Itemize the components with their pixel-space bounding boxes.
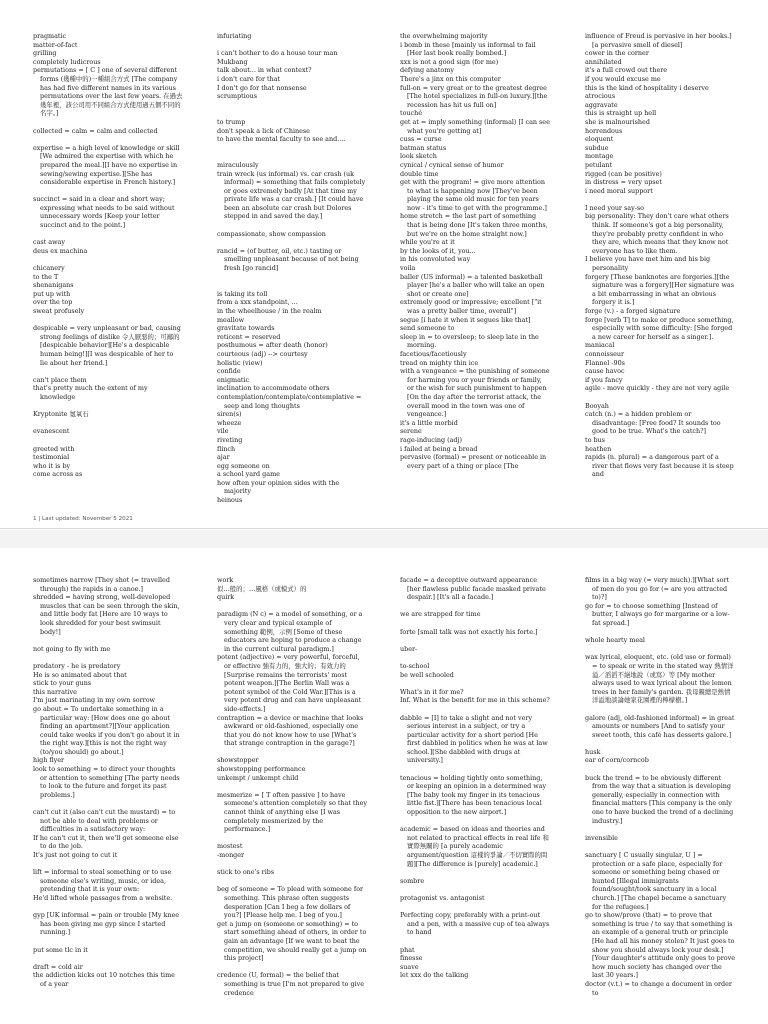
vocab-entry: sweat profusely <box>33 307 85 315</box>
page-number: 1 <box>33 516 37 522</box>
vocab-entry: i failed at being a bread <box>400 444 478 453</box>
vocab-entry: put up with <box>33 289 71 298</box>
vocab-entry: potent (adjective) = very powerful, forceful, or effective 強有力的，強大的；有效力的 [Surprise remains the terrorists' most potent weapon.][The Berlin Wall was a potent symbol of the Cold War.][This is a very potent drug and can have unpleasant side-effects.] <box>217 653 364 713</box>
vocab-entry: He'd lifted whole passages from a website. <box>33 893 173 902</box>
vocab-entry: by the looks of it, you... <box>400 246 476 255</box>
vocab-entry: montage <box>585 152 614 161</box>
vocab-entry: heinous <box>217 496 243 505</box>
page2-column-3 <box>400 576 550 980</box>
vocab-entry: permutations = [ C ] one of several different forms (幾種中的)一種組合方式 [The company has had five different names in its various permutations over the last few years. 在過去幾年裡，該公司用不同組合方式使用過五個不同的名字。] <box>33 66 183 118</box>
entry-spacer <box>33 419 183 428</box>
entry-spacer <box>33 954 183 963</box>
vocab-entry: not going to fly with me <box>33 644 111 653</box>
vocab-entry: collected = calm = calm and collected <box>33 126 158 135</box>
vocab-entry: the addiction kicks out 10 notches this time of a year <box>33 971 177 988</box>
vocab-entry: reticent = reserved <box>217 332 281 341</box>
entry-spacer <box>33 118 183 127</box>
page1-column-2 <box>217 32 367 505</box>
vocab-entry: over the top <box>33 298 73 307</box>
vocab-entry: suave <box>400 962 419 971</box>
vocab-entry: grilling <box>33 49 57 58</box>
vocab-entry: go about = To undertake something in a particular way: [How does one go about finding an apartment?][Your application could take weeks if you don't go about it in the right way.][this is not the right way (to/you should) go about.] <box>33 704 182 756</box>
vocab-entry: shenanigans <box>33 281 74 290</box>
entry-spacer <box>585 195 735 204</box>
vocab-entry: subdue <box>585 143 609 152</box>
vocab-entry: get at = imply something (informal) [I can see what you're getting at] <box>400 117 552 135</box>
entry-spacer <box>217 834 367 843</box>
vocab-entry: chicanery <box>33 264 65 273</box>
vocab-entry: invensible <box>585 833 618 842</box>
vocab-entry: don't speak a lick of Chinese <box>217 126 310 135</box>
vocab-entry: tenacious = holding tightly onto something, or keeping an opinion in a determined way [The baby took my finger in its tenacious little fist.][There has been tenacious local opposition to the new airport.] <box>400 773 549 817</box>
vocab-entry: What's in it for me? <box>400 687 464 696</box>
vocab-entry: finesse <box>400 954 423 963</box>
vocab-entry: courteous (adj) --> courtesy <box>217 349 308 358</box>
vocab-entry: succinct = said in a clear and short way; expressing what needs to be said without unnecessary words [Keep your letter succinct and to the point.] <box>33 195 177 230</box>
vocab-entry: to trump <box>217 117 246 126</box>
vocab-entry: work <box>217 576 234 584</box>
vocab-entry: it's a little morbid <box>400 418 458 427</box>
vocab-entry: deus ex machina <box>33 246 88 255</box>
vocab-entry: gravitate towards <box>217 324 275 333</box>
vocab-entry: enigmatic <box>217 375 250 384</box>
entry-spacer <box>217 152 367 161</box>
vocab-entry: I believe you have met him and his big personality <box>585 255 713 273</box>
vocab-entry: train wreck (us informal) vs. car crash (uk informal) = something that fails completely or goes extremely badly [At that time my private life was a car crash.] [It could have been an absolute car crash but Dolores stepped in and saved the day.] <box>217 169 368 221</box>
vocab-entry: if you fancy <box>585 375 623 384</box>
vocab-entry: showstopping performance <box>217 765 306 774</box>
vocab-entry: influence of Freud is pervasive in her books.][a pervasive smell of diesel] <box>585 32 732 49</box>
entry-spacer <box>217 782 367 791</box>
vocab-entry: siren(s) <box>217 410 242 419</box>
entry-spacer <box>217 281 367 290</box>
page-footer <box>33 516 133 522</box>
vocab-entry: full-on = very great or to the greatest degree [The hotel specializes in full-on luxury.][the recession has hit us full on] <box>400 83 550 109</box>
vocab-entry: He is so animated about that <box>33 670 127 679</box>
vocab-entry: from a xxx standpoint, ... <box>217 298 298 307</box>
vocab-entry: i can't bother to do a house tour man <box>217 49 338 58</box>
entry-spacer <box>33 903 183 912</box>
entry-spacer <box>217 144 367 153</box>
vocab-entry: unkempt / unkempt child <box>217 773 299 782</box>
entry-spacer <box>217 41 367 50</box>
page2-column-1 <box>33 576 183 989</box>
vocab-entry: testimonial <box>33 453 70 462</box>
entry-spacer <box>217 238 367 247</box>
entry-spacer <box>33 636 183 645</box>
entry-spacer <box>217 877 367 886</box>
entry-spacer <box>217 602 367 611</box>
vocab-entry: stick to your guns <box>33 679 92 688</box>
entry-spacer <box>33 316 183 325</box>
vocab-entry: Booyah <box>585 401 609 410</box>
vocab-entry: while you're at it <box>400 238 455 247</box>
vocab-entry: if you would excuse me <box>585 74 661 83</box>
vocab-entry: mostest <box>217 842 243 851</box>
vocab-entry: go for = to choose something [Instead of butter, I always go for margarine or a low-fat spread.] <box>585 601 730 627</box>
vocab-entry: completely ludicrous <box>33 57 101 66</box>
vocab-entry: sombre <box>400 876 425 885</box>
vocab-entry: cause havoc <box>585 367 625 376</box>
vocab-entry: compassionate, show compassion <box>217 229 326 238</box>
vocab-entry: forte [small talk was not exactly his forte.] <box>400 627 538 636</box>
vocab-entry: films in a big way (= very much).][What sort of men do you go for (= are you attracted to)?] <box>585 576 732 602</box>
vocab-entry: rage-inducing (adj) <box>400 435 462 444</box>
entry-spacer <box>400 868 550 877</box>
vocab-entry: defying anatomy <box>400 66 454 75</box>
vocab-entry: riveting <box>217 435 243 444</box>
vocab-entry: tread on mighty thin ice <box>400 358 479 367</box>
entry-spacer <box>217 101 367 110</box>
vocab-entry: wax lyrical, eloquent, etc. (old use or formal) = to speak or write in the stated way 熱情洋溢／滔滔不絕地說（或寫）等 [My mother always used to wax lyrical about the lemon trees in her family's garden. 我母親總是熱情洋溢地談論她家花園裡的檸檬樹。] <box>585 653 734 705</box>
entry-spacer <box>33 187 183 196</box>
vocab-entry: cower in the corner <box>585 49 649 58</box>
vocab-entry: cast away <box>33 238 65 247</box>
vocab-entry: horrendous <box>585 126 623 135</box>
vocab-entry: double time <box>400 169 439 178</box>
vocab-entry: rapids (n. plural) = a dangerous part of a river that flows very fast because it is steep and <box>585 453 736 479</box>
vocab-entry: in distress = very upset <box>585 178 662 187</box>
vocab-entry: If he can't cut it, then we'll get someone else to do the job. <box>33 833 181 851</box>
vocab-entry: contraption = a device or machine that looks awkward or old-fashioned, especially one that you do not know how to use [What's that strange contraption in the garage?] <box>217 713 366 748</box>
vocab-entry: sanctuary [ C usually singular, U ] = protection or a safe place, especially for someone or something being chased or hunted [Illegal immigrants found/sought/took sanctuary in a local church.] [The chapel became a sanctuary for the refugees.] <box>585 851 729 911</box>
vocab-entry: segue [i hate it when it segues like that] <box>400 315 531 324</box>
vocab-entry: to bus <box>585 435 605 444</box>
entry-spacer <box>585 842 735 851</box>
vocab-entry: inclination to accommodate others <box>217 384 330 393</box>
page-divider <box>0 528 768 529</box>
vocab-entry: paradigm (N c) = a model of something, or a very clear and typical example of something 範例，示例 [Some of these educators are hoping to produce a change in the current cultural paradigm.] <box>217 610 365 653</box>
vocab-entry: I need your say-so <box>585 203 645 212</box>
vocab-entry: i bomb in these [mainly us informal to fail [Her last book really bombed.] <box>400 40 538 58</box>
vocab-entry: contemplation/contemplate/contemplative = seep and long thoughts <box>217 392 364 410</box>
vocab-entry: facade = a deceptive outward appearance [her flawless public facade masked private despair.] [It's all a facade.] <box>400 576 548 602</box>
entry-spacer <box>400 885 550 894</box>
entry-spacer <box>33 255 183 264</box>
vocab-entry: this is the kind of hospitality i deserve <box>585 83 709 92</box>
entry-spacer <box>217 273 367 282</box>
vocab-entry: atrocious <box>585 92 616 101</box>
entry-spacer <box>400 679 550 688</box>
entry-spacer <box>33 402 183 411</box>
vocab-entry: flinch <box>217 444 236 453</box>
vocab-entry: in the wheelhouse / in the realm <box>217 307 322 315</box>
vocab-entry: -monger <box>217 851 245 859</box>
vocab-entry: batman status <box>400 143 447 152</box>
vocab-entry: this is straight up hell <box>585 109 657 118</box>
entry-spacer <box>585 765 735 774</box>
entry-spacer <box>33 230 183 239</box>
vocab-entry: a school yard game <box>217 470 280 479</box>
vocab-entry: I don't go for that nonsense <box>217 83 307 92</box>
vocab-entry: the overwhelming majority <box>400 32 488 40</box>
vocab-entry: get a jump on (someone or something) = to start something ahead of others, in order to gain an advantage [If we want to beat the competition, we should really get a jump on this project] <box>217 919 369 963</box>
vocab-entry: forgery [These banknotes are forgeries.][the signature was a forgery][Her signature was a bit embarrassing in what an obvious forgery it is.] <box>585 272 737 307</box>
entry-spacer <box>585 739 735 748</box>
vocab-entry: scrumptious <box>217 92 258 101</box>
vocab-entry: despicable = very unpleasant or bad, causing strong feelings of dislike 令人厭惡的；可鄙的 [despicable behavior][He's a despicable human being!][I was despicable of her to lie about her friend.] <box>33 324 183 367</box>
vocab-entry: mesmerize = [ T often passive ] to have someone's attention completely so that they cannot think of anything else [I was completely mesmerized by the performance.] <box>217 790 370 834</box>
vocab-entry: sleep in = to oversleep; to sleep late in the morning. <box>400 332 541 350</box>
vocab-entry: ear of corn/corncob <box>585 756 649 765</box>
vocab-entry: look to something = to direct your thoughts or attention to something [The party needs to look to the future and forget its past problems.] <box>33 765 182 799</box>
entry-spacer <box>400 636 550 645</box>
vocab-entry: stick to one's ribs <box>217 868 275 877</box>
vocab-entry: Inf. What is the benefit for me in this scheme? <box>400 696 550 705</box>
vocab-entry: doctor (v.t.) = to change a document in order to <box>585 979 734 997</box>
vocab-entry: facetious/facetiously <box>400 349 467 358</box>
entry-spacer <box>400 765 550 774</box>
vocab-entry: holistic (view) <box>217 358 263 367</box>
vocab-entry: gyp [UK informal = pain or trouble [My knee has been giving me gyp since I started running.] <box>33 911 182 937</box>
vocab-entry: protagonist vs. antagonist <box>400 893 485 902</box>
entry-spacer <box>33 436 183 445</box>
vocab-entry: to-school <box>400 661 430 670</box>
vocab-entry: dabble = [I] to take a slight and not very serious interest in a subject, or try a particular activity for a short period [He first dabbled in politics when he was at law school.][She dabbled with drugs at university.] <box>400 713 550 765</box>
vocab-entry: we are strapped for time <box>400 610 481 619</box>
entry-spacer <box>400 653 550 662</box>
vocab-entry: how often your opinion sides with the majority <box>217 478 342 496</box>
vocab-entry: cuss = curse <box>400 135 442 144</box>
vocab-entry: petulant <box>585 160 613 169</box>
vocab-entry: phat <box>400 945 415 954</box>
vocab-entry: she is malnourished <box>585 117 650 126</box>
vocab-entry: i need moral support <box>585 186 653 195</box>
vocab-entry: talk about... in what context? <box>217 66 312 75</box>
vocab-entry: wheeze <box>217 418 242 427</box>
vocab-entry: whole hearty meal <box>585 636 645 645</box>
vocab-entry: infuriating <box>217 32 252 40</box>
vocab-entry: get with the program! = give more attention to what is happening now [They've been playing the same old music for ten years now - it's time to get with the programme.] <box>400 178 547 212</box>
vocab-entry: voila <box>400 264 416 273</box>
vocab-entry: aggravate <box>585 100 618 109</box>
vocab-entry: maniacal <box>585 341 615 350</box>
vocab-entry: annihilated <box>585 57 622 66</box>
entry-spacer <box>400 817 550 826</box>
vocab-entry: vile <box>217 427 229 436</box>
entry-spacer <box>400 602 550 611</box>
vocab-entry: pragmatic <box>33 32 67 40</box>
entry-spacer <box>33 937 183 946</box>
vocab-entry: forge [verb T] to make or produce something, especially with some difficulty: [She forged a new career for herself as a singer.]. <box>585 315 736 341</box>
vocab-entry: be well schooled <box>400 670 454 679</box>
vocab-entry: Kryptonite 氪氧石 <box>33 410 89 419</box>
vocab-entry: credence (U, formal) = the belief that something is true [I'm not prepared to give credence <box>217 971 367 997</box>
last-updated: | Last updated: November 5 2021 <box>38 516 133 522</box>
vocab-entry: rigged (can be positive) <box>585 169 662 178</box>
vocab-entry: meallow <box>217 315 245 324</box>
vocab-entry: predatory - he is predatory <box>33 661 121 670</box>
vocab-entry: xxx is not a good sign (for me) <box>400 57 499 66</box>
vocab-entry: husk <box>585 747 601 756</box>
entry-spacer <box>585 645 735 654</box>
vocab-entry: let xxx do the talking <box>400 971 469 980</box>
vocab-entry: ajar <box>217 453 230 462</box>
vocab-entry: serene <box>400 427 422 436</box>
vocab-entry: it's a full crowd out there <box>585 66 668 75</box>
vocab-entry: put some tlc in it <box>33 945 88 954</box>
vocab-entry: eloquent <box>585 135 614 144</box>
vocab-entry: buck the trend = to be obviously different from the way that a situation is developing generally, especially in connection with financial matters [This company is the only one to have bucked the trend of a declining industry.] <box>585 773 736 825</box>
vocab-entry: quirk <box>217 593 235 602</box>
vocab-entry: matter-of-fact <box>33 40 78 49</box>
entry-spacer <box>400 903 550 912</box>
vocab-entry: can't place them <box>33 375 87 384</box>
vocab-entry: There's a jinx on this computer <box>400 74 501 83</box>
vocab-entry: catch (n.) = a hidden problem or disadvantage: [Free food? It sounds too good to be true. What's the catch?] <box>585 410 723 436</box>
vocab-entry: galore (adj, old-fashioned informal) = in great amounts or numbers [And to satisfy your sweet tooth, this café has desserts galore.] <box>585 713 737 739</box>
vocab-entry: Flannel -90s <box>585 358 625 367</box>
vocab-entry: shredded = having strong, well-developed muscles that can be seen through the skin, and little body fat [Here are 10 ways to look shredded for your best swimsuit body!] <box>33 593 182 636</box>
vocab-entry: to have the mental faculty to see and.... <box>217 135 346 144</box>
vocab-entry: come across as <box>33 470 83 479</box>
vocab-entry: is taking its toll <box>217 289 268 298</box>
page2-column-2 <box>217 576 370 997</box>
vocab-entry: go to show/prove (that) = to prove that something is true / to say that something is an example of a general truth or principle [He had all his money stolen? It just goes to show you should always lock your desk.][Your daughter's attitude only goes to prove how much society has changed over the last 30 years.] <box>585 911 738 980</box>
vocab-entry: cynical / cynical sense of humor <box>400 160 504 169</box>
vocab-entry: beg of someone = To plead with someone for something. This phrase often suggests desperation [Can I beg a few dollars of you?] [Please help me. I beg of you.] <box>217 885 366 920</box>
entry-spacer <box>585 393 735 402</box>
vocab-entry: showstopper <box>217 756 259 765</box>
entry-spacer <box>400 937 550 946</box>
vocab-entry: miraculously <box>217 160 259 169</box>
vocab-entry: sometimes narrow [They shot (= travelled through) the rapids in a canoe.] <box>33 576 172 593</box>
entry-spacer <box>33 799 183 808</box>
document-page-2 <box>0 548 768 1024</box>
vocab-entry: It's just not going to cut it <box>33 851 118 859</box>
entry-spacer <box>217 748 367 757</box>
entry-spacer <box>585 705 735 714</box>
vocab-entry: with a vengeance = the punishing of someone for harming you or your friends or family, or the wish for such punishment to happen [On the day after the terrorist attack, the overall mood in the town was one of vengeance.] <box>400 367 552 419</box>
entry-spacer <box>33 135 183 144</box>
vocab-entry: send someone to <box>400 324 455 333</box>
vocab-entry: Perfecting copy, preferably with a print-out and a pen, with a massive cup of tea always to hand <box>400 911 552 937</box>
vocab-entry: i don't care for that <box>217 74 281 83</box>
vocab-entry: greeted with <box>33 444 75 453</box>
entry-spacer <box>217 109 367 118</box>
vocab-entry: pervasive (formal) = present or noticeable in every part of a thing or place [The <box>400 453 549 470</box>
vocab-entry: I'm just marinating in my own sorrow <box>33 696 156 705</box>
vocab-entry: posthumous = after death (honor) <box>217 341 328 350</box>
vocab-entry: connoisseur <box>585 349 625 358</box>
vocab-entry: who it is by <box>33 461 71 470</box>
vocab-entry: expertise = a high level of knowledge or skill [We admired the expertise with which he prepared the meal.][I have no expertise in sewing/sewing expertise.][She has considerable expertise in French history.] <box>33 143 182 187</box>
vocab-entry: extremely good or impressive; excellent ["it was a pretty baller time, overall"] <box>400 298 544 315</box>
entry-spacer <box>585 825 735 834</box>
vocab-entry: confide <box>217 367 241 376</box>
vocab-entry: Mukbang <box>217 57 248 66</box>
entry-spacer <box>217 221 367 230</box>
vocab-entry: look sketch <box>400 152 437 161</box>
vocab-entry: that's pretty much the extent of my knowledge <box>33 384 150 401</box>
entry-spacer <box>33 860 183 869</box>
entry-spacer <box>217 860 367 869</box>
vocab-entry: draft = cold air <box>33 962 83 971</box>
vocab-entry: this narrative <box>33 687 77 696</box>
vocab-entry: uber- <box>400 644 418 653</box>
vocab-entry: in his convoluted way <box>400 255 471 264</box>
vocab-entry: big personality: They don't care what others think. If someone's got a big personality, they're probably pretty confident in who they are, which means that they know not everyone has to like them. <box>585 212 731 255</box>
page1-column-1 <box>33 32 183 479</box>
vocab-entry: can't cut it (also can't cut the mustard) = to not be able to deal with problems or difficulties in a satisfactory way: <box>33 808 178 834</box>
entry-spacer <box>400 619 550 628</box>
vocab-entry: academic = based on ideas and theories and not related to practical effects in real life 和實際無關的 [a purely academic argument/question 這樣的爭論／不切實際的問題][The difference is [purely] academic.] <box>400 825 549 868</box>
vocab-entry: touché <box>400 109 423 118</box>
vocab-entry: forge (v.) - a forged signature <box>585 307 681 315</box>
vocab-entry: agile - move quickly - they are not very agile <box>585 384 730 393</box>
entry-spacer <box>33 367 183 376</box>
page1-column-4 <box>585 32 735 479</box>
vocab-entry: 似…般的；…風格（或模式）的 <box>217 584 307 593</box>
page2-column-4 <box>585 576 738 997</box>
vocab-entry: rancid = (of butter, oil, etc.) tasting or smelling unpleasant because of not being fresh [go rancid] <box>217 246 361 273</box>
page1-column-3 <box>400 32 550 470</box>
entry-spacer <box>400 705 550 714</box>
entry-spacer <box>33 653 183 662</box>
vocab-entry: baller (US informal) = a talented basketball player [he's a baller who will take an open shot or create one] <box>400 272 547 298</box>
entry-spacer <box>217 963 367 972</box>
vocab-entry: to the T <box>33 272 59 281</box>
entry-spacer <box>585 628 735 637</box>
vocab-entry: lift = informal to steal something or to use someone else's writing, music, or idea, pretending that it is your own: <box>33 868 174 894</box>
vocab-entry: heathen <box>585 444 612 453</box>
page-gap <box>0 530 768 548</box>
vocab-entry: evanescent <box>33 427 70 436</box>
vocab-entry: high flyer <box>33 756 65 765</box>
vocab-entry: egg someone on <box>217 461 270 470</box>
vocab-entry: home stretch = the last part of something that is being done [It's taken three months, but we're on the home straight now.] <box>400 212 550 238</box>
